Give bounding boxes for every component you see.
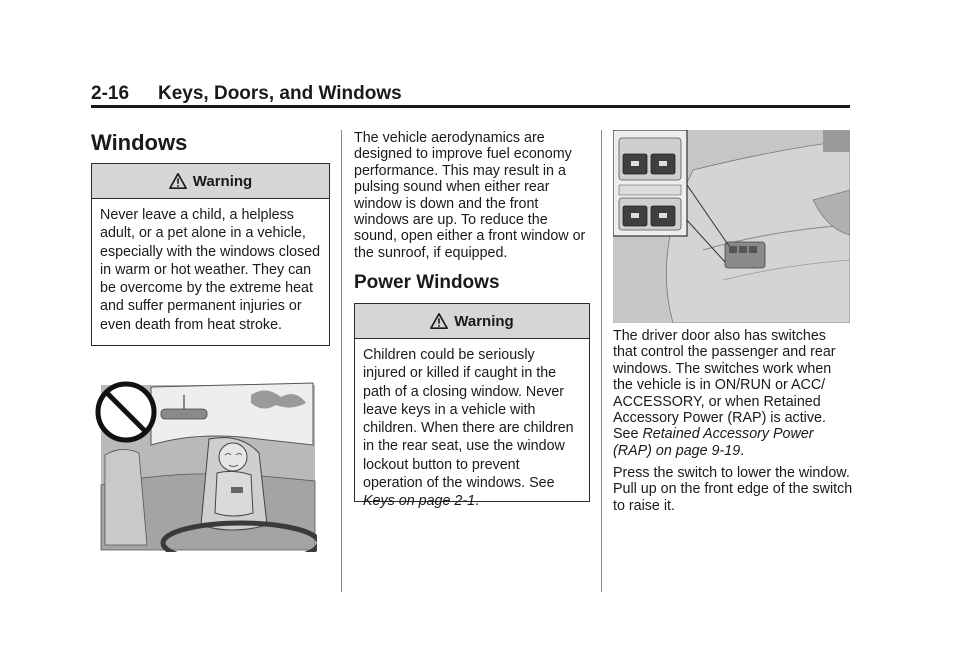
driver-switch-paragraph — [613, 328, 853, 459]
page-header — [91, 83, 850, 105]
child-in-car-illustration — [91, 375, 317, 552]
warning-label: Warning — [454, 312, 514, 330]
warning-header — [92, 164, 329, 199]
rap-page-reference[interactable]: Retained Accessory Power (RAP) on page 9-19 — [613, 426, 814, 459]
window-switch-illustration — [613, 130, 850, 323]
section-title: Windows — [91, 130, 188, 155]
column-divider-left — [341, 130, 342, 592]
warning-box-window — [354, 303, 590, 510]
chapter-title: Keys, Doors, and Windows — [158, 83, 402, 104]
keys-page-reference[interactable]: Keys on page 2-1 — [363, 493, 476, 510]
driver-switch-text-end: . — [740, 442, 745, 459]
warning-header — [355, 304, 589, 339]
warning-triangle-icon — [169, 172, 187, 190]
warning-text-main: Children could be seriously injured or killed if caught in the path of a closing window. Never leave keys in a vehicle with children. When there are children in the rear seat, use the window lockout button to prevent operation of the windows. See — [363, 347, 574, 492]
warning-text: Never leave a child, a helpless adult, or a pet alone in a vehicle, especially with the windows closed in warm or hot weather. They can be overcome by the extreme heat and suffer permanent injuries or even death from heat stroke. — [100, 207, 321, 333]
header-rule — [91, 105, 850, 108]
aerodynamics-paragraph: The vehicle aerodynamics are designed to improve fuel economy performance. This may result in a pulsing sound when either rear window is down and the front windows are up. To reduce the sound, open either a front window or the sunroof, if equipped. — [354, 130, 586, 261]
warning-box-child — [91, 163, 330, 346]
subsection-title: Power Windows — [354, 272, 500, 293]
operate-switch-paragraph: Press the switch to lower the window. Pull up on the front edge of the switch to raise it. — [613, 465, 853, 514]
warning-triangle-icon — [430, 312, 448, 330]
column-divider-right — [601, 130, 602, 592]
warning-label: Warning — [192, 172, 253, 190]
warning-text — [355, 339, 589, 520]
page-number: 2-16 — [91, 83, 130, 104]
warning-text-end: . — [475, 493, 480, 510]
driver-switch-text: The driver door also has switches that control the passenger and rear windows. The switches work when the vehicle is in ON/RUN or ACC/ ACCESSORY, or when Retained Accessory Power (RAP) is active. See — [613, 328, 836, 443]
